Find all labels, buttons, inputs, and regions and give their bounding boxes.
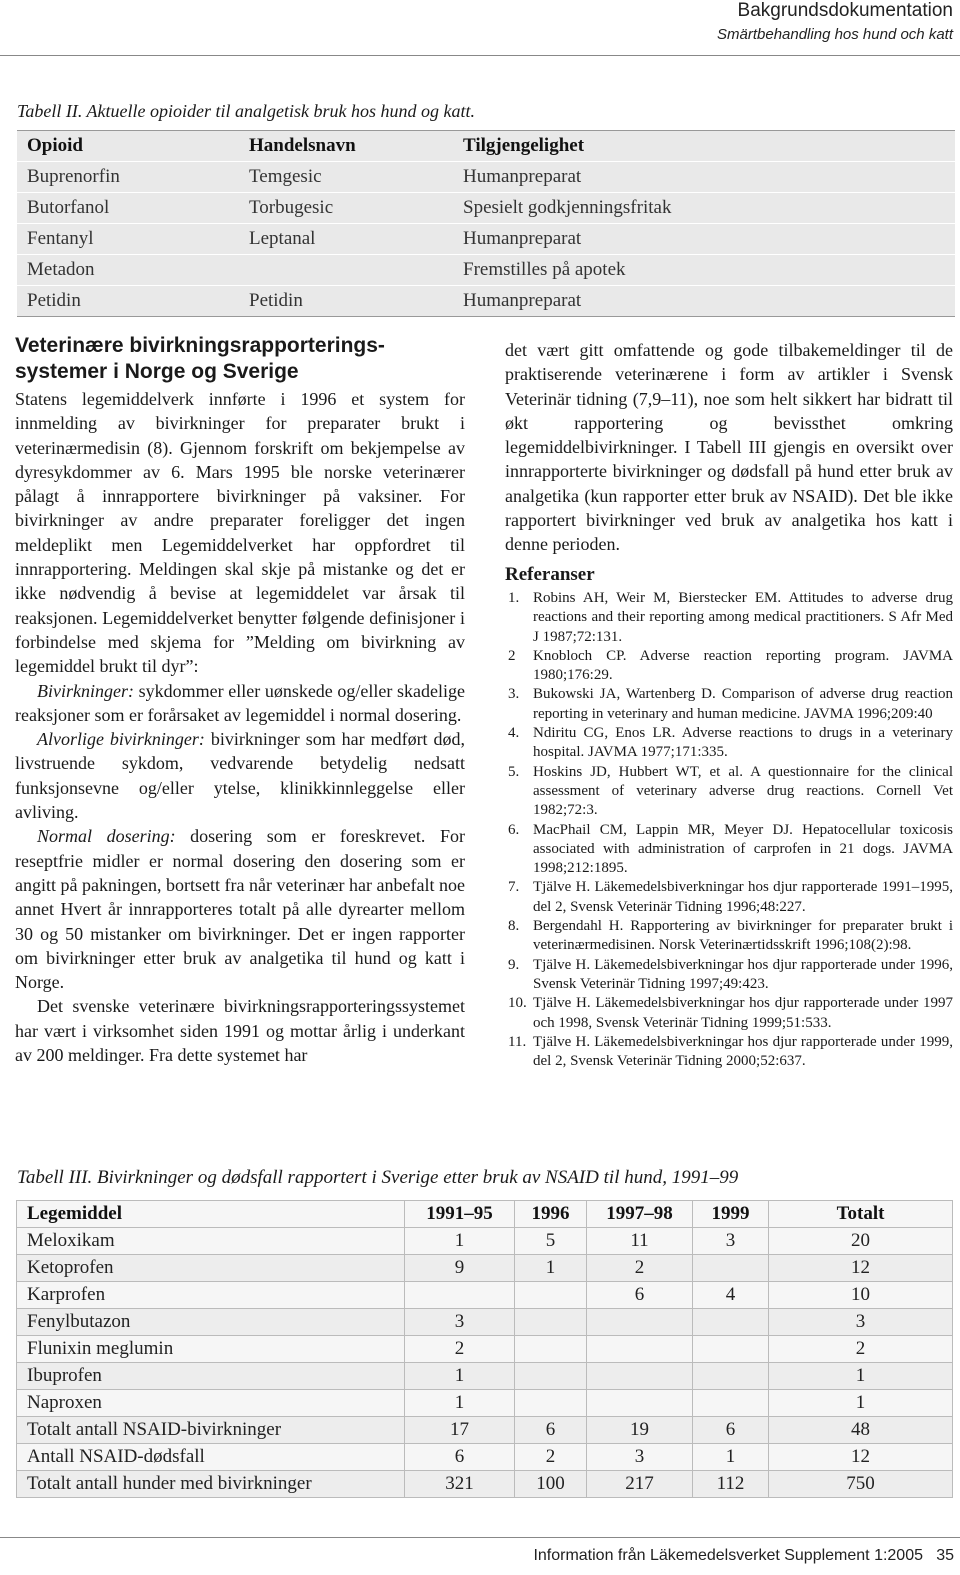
table-3-row — [17, 1417, 953, 1444]
table-3-cell: 1 — [405, 1228, 515, 1255]
reference-number: 5. — [508, 763, 520, 780]
table-3-cell: 1 — [769, 1363, 953, 1390]
table-3-cell: 321 — [405, 1471, 515, 1498]
table-2-cell: Buprenorfin — [27, 166, 120, 187]
header-divider — [0, 55, 960, 56]
definition-term: Normal dosering: — [37, 826, 176, 847]
table-3-cell: 3 — [587, 1444, 693, 1471]
reference-text: Bukowski JA, Wartenberg D. Comparison of adverse drug reaction reporting in veterinary and human medicine. JAVMA 1996;209:40 — [533, 686, 953, 722]
reference-item — [505, 878, 953, 917]
table-3-cell — [693, 1390, 769, 1417]
table-3-cell: 1 — [693, 1444, 769, 1471]
reference-item — [505, 917, 953, 956]
section-heading: Veterinære bivirkningsrapporterings-systemer i Norge og Sverige — [15, 334, 385, 383]
table-2-row — [17, 224, 955, 255]
table-3-cell: Karprofen — [17, 1282, 405, 1309]
reference-item — [505, 994, 953, 1033]
table-2-cell: Butorfanol — [27, 197, 110, 218]
reference-text: Tjälve H. Läkemedelsbiverkningar hos djur rapporterade under 1996, Svensk Veterinär Tidning 1997;49:423. — [533, 956, 953, 992]
table-2 — [17, 130, 955, 317]
table-3-cell: 1 — [769, 1390, 953, 1417]
reference-text: Tjälve H. Läkemedelsbiverkningar hos djur rapporterade under 1997 och 1998, Svensk Veterinär Tidning 1999;51:533. — [533, 995, 953, 1031]
table-2-row — [17, 286, 955, 316]
table-3-cell: 9 — [405, 1255, 515, 1282]
table-3-cell: 100 — [515, 1471, 587, 1498]
definition-paragraph — [15, 727, 465, 824]
table-2-cell: Leptanal — [249, 228, 316, 249]
reference-item — [505, 821, 953, 879]
table-3-cell: Totalt antall NSAID-bivirkninger — [17, 1417, 405, 1444]
table-3-row — [17, 1444, 953, 1471]
table-3-header-row — [17, 1201, 953, 1228]
paragraph: det vært gitt omfattende og gode tilbakemeldinger til de praktiserende veterinærene i form av artikler i Svensk Veterinär tidning (7,9–11), noe som helt sikkert har bidratt til økt rapportering og bevissthet omkring legemiddelbivirkninger. I Tabell III gjengis en oversikt over innrapporterte bivirkninger og dødsfall på hund etter bruk av analgetika (kun rapporter etter bruk av NSAID). Det ble ikke rapportert bivirkninger ved bruk av analgetika hos katt i denne perioden. — [505, 340, 953, 555]
table-2-cell: Fentanyl — [27, 228, 94, 249]
references-list — [505, 589, 953, 1071]
reference-number: 11. — [508, 1033, 527, 1050]
left-text-column — [15, 333, 465, 1067]
table-3-header-cell: 1991–95 — [405, 1201, 515, 1228]
table-2-cell: Humanpreparat — [463, 228, 582, 249]
table-3-cell: 5 — [515, 1228, 587, 1255]
page-header-subtitle: Smärtbehandling hos hund och katt — [717, 26, 953, 43]
table-3-row — [17, 1390, 953, 1417]
table-3-cell: 11 — [587, 1228, 693, 1255]
page-header-title: Bakgrundsdokumentation — [737, 0, 953, 21]
table-3-row — [17, 1471, 953, 1498]
reference-number: 10. — [508, 995, 527, 1012]
reference-item — [505, 647, 953, 686]
table-3-row — [17, 1309, 953, 1336]
definition-paragraph — [15, 679, 465, 728]
table-3-cell: 10 — [769, 1282, 953, 1309]
table-3-row — [17, 1336, 953, 1363]
table-3-cell: 17 — [405, 1417, 515, 1444]
reference-text: MacPhail CM, Lappin MR, Meyer DJ. Hepatocellular toxicosis associated with administration of carprofen in 21 dogs. JAVMA 1998;212:1895. — [533, 821, 953, 877]
paragraph: Det svenske veterinære bivirkningsrapporteringssystemet har vært i virksomhet siden 1991 og mottar årlig i underkant av 200 meldinger. Fra dette systemet har — [15, 996, 465, 1066]
table-2-row — [17, 255, 955, 286]
table-3-cell: 750 — [769, 1471, 953, 1498]
table-2-cell: Temgesic — [249, 166, 322, 187]
table-3-cell: 1 — [405, 1390, 515, 1417]
table-2-cell: Torbugesic — [249, 197, 334, 218]
table-3-cell: 2 — [515, 1444, 587, 1471]
table-3-header-cell: Legemiddel — [17, 1201, 405, 1228]
references-heading: Referanser — [505, 563, 595, 585]
table-3-cell: 1 — [515, 1255, 587, 1282]
table-2-cell: Metadon — [27, 259, 95, 280]
table-2-row — [17, 193, 955, 224]
table-2-cell: Fremstilles på apotek — [463, 259, 626, 280]
table-3-cell: 3 — [405, 1309, 515, 1336]
table-3-cell: 19 — [587, 1417, 693, 1444]
table-3-row — [17, 1228, 953, 1255]
table-3-cell: 12 — [769, 1255, 953, 1282]
table-3-cell — [515, 1363, 587, 1390]
table-3-cell: 20 — [769, 1228, 953, 1255]
reference-text: Bergendahl H. Rapportering av bivirkninger for preparater brukt i veterinærmedisinen. Norsk Veterinærtidsskrift 1996;108(2):98. — [533, 918, 953, 954]
reference-text: Tjälve H. Läkemedelsbiverkningar hos djur rapporterade under 1999, del 2, Svensk Veterinär Tidning 2000;52:637. — [533, 1033, 953, 1070]
table-2-row — [17, 162, 955, 193]
table-3-caption: Tabell III. Bivirkninger og dødsfall rapportert i Sverige etter bruk av NSAID til hund, 1991–99 — [17, 1167, 739, 1188]
table-3-cell: 3 — [693, 1228, 769, 1255]
table-3-cell — [693, 1363, 769, 1390]
table-3-cell: Meloxikam — [17, 1228, 405, 1255]
table-3-cell: 3 — [769, 1309, 953, 1336]
table-3-cell: 2 — [769, 1336, 953, 1363]
table-3-header-cell: 1997–98 — [587, 1201, 693, 1228]
table-3-cell — [405, 1282, 515, 1309]
table-3-cell: 217 — [587, 1471, 693, 1498]
table-2-header-cell: Tilgjengelighet — [463, 135, 585, 156]
table-3-cell: Fenylbutazon — [17, 1309, 405, 1336]
table-3-cell: 112 — [693, 1471, 769, 1498]
table-3-cell: 48 — [769, 1417, 953, 1444]
table-3-cell: Antall NSAID-dødsfall — [17, 1444, 405, 1471]
table-3-body — [17, 1228, 953, 1498]
table-3-cell: Ketoprofen — [17, 1255, 405, 1282]
table-3-header-cell: 1999 — [693, 1201, 769, 1228]
table-3-cell: 6 — [515, 1417, 587, 1444]
reference-number: 4. — [508, 725, 520, 742]
reference-number: 3. — [508, 686, 520, 703]
reference-number: 7. — [508, 879, 520, 896]
table-3-header-cell: Totalt — [769, 1201, 953, 1228]
reference-number: 6. — [508, 821, 520, 838]
table-3-cell: 2 — [405, 1336, 515, 1363]
table-3-row — [17, 1282, 953, 1309]
table-2-caption: Tabell II. Aktuelle opioider til analgetisk bruk hos hund og katt. — [17, 101, 475, 121]
table-3-cell: Ibuprofen — [17, 1363, 405, 1390]
table-3-cell — [515, 1390, 587, 1417]
reference-text: Hoskins JD, Hubbert WT, et al. A questionnaire for the clinical assessment of veterinary adverse drug reactions. Cornell Vet 1982;72:3. — [533, 763, 953, 819]
definition-text: sykdommer eller uønskede og/eller skadelige reaksjoner som er forårsaket av legemiddel i normal dosering. — [15, 680, 465, 725]
reference-item — [505, 685, 953, 724]
right-text-column — [505, 338, 953, 1071]
reference-number: 9. — [508, 956, 520, 973]
table-3-cell: Flunixin meglumin — [17, 1336, 405, 1363]
page-number: 35 — [936, 1547, 954, 1564]
table-3-cell — [515, 1336, 587, 1363]
reference-item — [505, 589, 953, 647]
table-2-cell: Petidin — [27, 290, 81, 311]
reference-text: Robins AH, Weir M, Bierstecker EM. Attitudes to adverse drug reactions and their reporting among medical practitioners. S Afr Med J 1987;72:131. — [533, 589, 953, 645]
reference-text: Tjälve H. Läkemedelsbiverkningar hos djur rapporterade 1991–1995, del 2, Svensk Veterinär Tidning 1996;48:227. — [533, 879, 953, 915]
table-3-cell: 6 — [587, 1282, 693, 1309]
table-2-cell: Spesielt godkjenningsfritak — [463, 197, 672, 218]
definition-text: bivirkninger som har medført død, livstruende sykdom, vedvarende betydelig nedsatt funksjonsevne og/eller ytelse, klinikkinnleggelse eller avliving. — [15, 729, 465, 823]
reference-number: 2 — [508, 647, 516, 664]
table-2-header-row — [17, 131, 955, 162]
table-3-cell — [587, 1363, 693, 1390]
table-3-cell: 6 — [693, 1417, 769, 1444]
table-2-cell: Petidin — [249, 290, 303, 311]
table-3-cell: Totalt antall hunder med bivirkninger — [17, 1471, 405, 1498]
reference-number: 8. — [508, 918, 520, 935]
table-3-cell: Naproxen — [17, 1390, 405, 1417]
table-3-cell — [515, 1309, 587, 1336]
definition-text: dosering som er foreskrevet. For reseptfrie midler er normal dosering den dosering som er angitt på pakningen, bortsett fra når veterinær har anbefalt noe annet Hvert år innrapporteres totalt på alle dyrearter mellom 30 og 50 mistanker om bivirkninger. Det er ingen rapporter om bivirkninger etter bruk av analgetika til hund og katt i Norge. — [15, 826, 465, 993]
reference-number: 1. — [508, 589, 520, 606]
table-3-header-cell: 1996 — [515, 1201, 587, 1228]
reference-item — [505, 763, 953, 821]
table-3-cell: 2 — [587, 1255, 693, 1282]
definition-term: Bivirkninger: — [37, 680, 134, 701]
table-3-cell: 1 — [405, 1363, 515, 1390]
table-3-cell — [515, 1282, 587, 1309]
table-3-cell — [693, 1336, 769, 1363]
table-3 — [16, 1200, 953, 1498]
table-3-row — [17, 1255, 953, 1282]
table-3-cell — [693, 1255, 769, 1282]
reference-text: Knobloch CP. Adverse reaction reporting program. JAVMA 1980;176:29. — [533, 647, 953, 684]
table-2-header-cell: Opioid — [27, 135, 83, 156]
reference-item — [505, 956, 953, 995]
table-2-cell: Humanpreparat — [463, 166, 582, 187]
table-3-cell: 12 — [769, 1444, 953, 1471]
table-3-cell: 4 — [693, 1282, 769, 1309]
table-3-cell — [587, 1390, 693, 1417]
table-3-row — [17, 1363, 953, 1390]
reference-item — [505, 1033, 953, 1072]
table-3-cell — [693, 1309, 769, 1336]
table-2-header-cell: Handelsnavn — [249, 135, 356, 156]
footer-publication: Information från Läkemedelsverket Supplement 1:2005 — [533, 1547, 923, 1564]
paragraph: Statens legemiddelverk innførte i 1996 et system for innmelding av bivirkninger for preparater brukt i veterinærmedisin (8). Gjennom forskrift om bekjempelse av dyresykdommer av 6. Mars 1995 ble norske veterinærer pålagt å innrapportere bivirkninger på vaksiner. For bivirkninger av andre preparater foreligger det ingen meldeplikt men Legemiddelverket har oppfordret til innrapportering. Meldingen skal skje på mistanke og det er ikke nødvendig å bevise at legemiddelet var årsak til reaksjonen. Legemiddelverket benytter følgende definisjoner i forbindelse med skjema for ”Melding om bivirkning av legemiddel brukt til dyr”: — [15, 389, 465, 677]
table-2-cell: Humanpreparat — [463, 290, 582, 311]
table-3-cell — [587, 1309, 693, 1336]
footer-divider — [0, 1537, 960, 1538]
reference-text: Ndiritu CG, Enos LR. Adverse reactions to drugs in a veterinary hospital. JAVMA 1977;171:335. — [533, 725, 953, 761]
reference-item — [505, 724, 953, 763]
definition-term: Alvorlige bivirkninger: — [37, 729, 205, 750]
definition-paragraph — [15, 824, 465, 994]
table-3-cell: 6 — [405, 1444, 515, 1471]
table-3-cell — [587, 1336, 693, 1363]
